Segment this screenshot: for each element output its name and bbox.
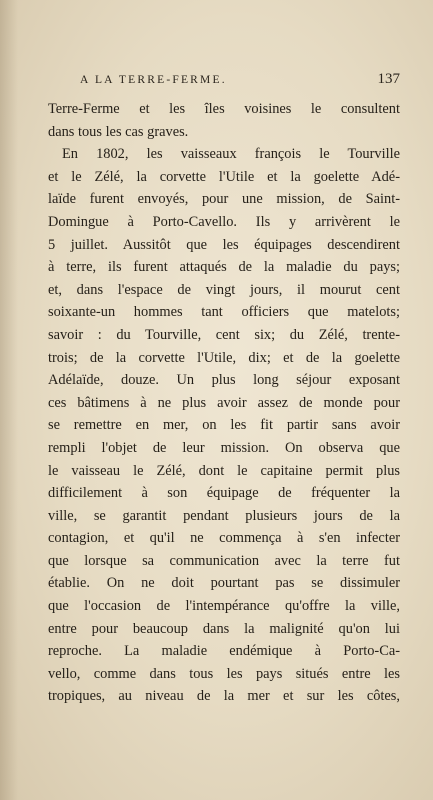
text-line: dans tous les cas graves. (48, 123, 189, 140)
text-line: vello, comme dans tous les pays situés entre les (48, 665, 400, 682)
text-line: Terre-Ferme et les îles voisines le consultent (48, 101, 400, 117)
text-line: difficilement à son équipage de fréquenter la (48, 485, 400, 502)
text-line: 5 juillet. Aussitôt que les équipages descendirent (48, 236, 400, 253)
text-line: soixante-un hommes tant officiers que matelots; (48, 304, 400, 321)
text-line: établie. On ne doit pourtant pas se dissimuler (48, 575, 400, 592)
binding-shadow (0, 0, 18, 800)
text-line: se remettre en mer, on les fit partir sans avoir (48, 417, 400, 434)
text-line: que l'occasion de l'intempérance qu'offre la ville, (48, 598, 400, 615)
text-line: ville, se garantit pendant plusieurs jours de la (48, 507, 400, 524)
text-line: laïde furent envoyés, pour une mission, de Saint- (48, 191, 400, 208)
text-line: savoir : du Tourville, cent six; du Zélé, trente- (48, 326, 400, 343)
text-line: entre pour beaucoup dans la malignité qu'on lui (48, 620, 400, 637)
text-line: ces bâtimens à ne plus avoir assez de monde pour (48, 394, 400, 411)
text-line: contagion, et qu'il ne commença à s'en infecter (48, 530, 400, 547)
text-line: Adélaïde, douze. Un plus long séjour exposant (48, 372, 400, 389)
text-line: à terre, ils furent attaqués de la maladie du pays; (48, 259, 400, 276)
body-text (48, 98, 400, 708)
page-header (48, 72, 400, 92)
text-line: le vaisseau le Zélé, dont le capitaine permit plus (48, 462, 400, 479)
text-line: trois; de la corvette l'Utile, dix; et de la goelette (48, 349, 400, 366)
page-number: 137 (377, 71, 400, 87)
text-line: Domingue à Porto-Cavello. Ils y arrivèrent le (48, 213, 400, 230)
text-line: que lorsque sa communication avec la terre fut (48, 552, 400, 569)
running-head: A LA TERRE-FERME. (80, 74, 227, 86)
text-line: et, dans l'espace de vingt jours, il mourut cent (48, 281, 400, 298)
text-line: et le Zélé, la corvette l'Utile et la goelette Adé- (48, 168, 400, 185)
text-line: rempli l'objet de leur mission. On observa que (48, 439, 400, 456)
text-line: tropiques, au niveau de la mer et sur les côtes, (48, 688, 400, 705)
text-line: En 1802, les vaisseaux françois le Tourville (62, 146, 400, 163)
text-line: reproche. La maladie endémique à Porto-Ca- (48, 643, 400, 660)
